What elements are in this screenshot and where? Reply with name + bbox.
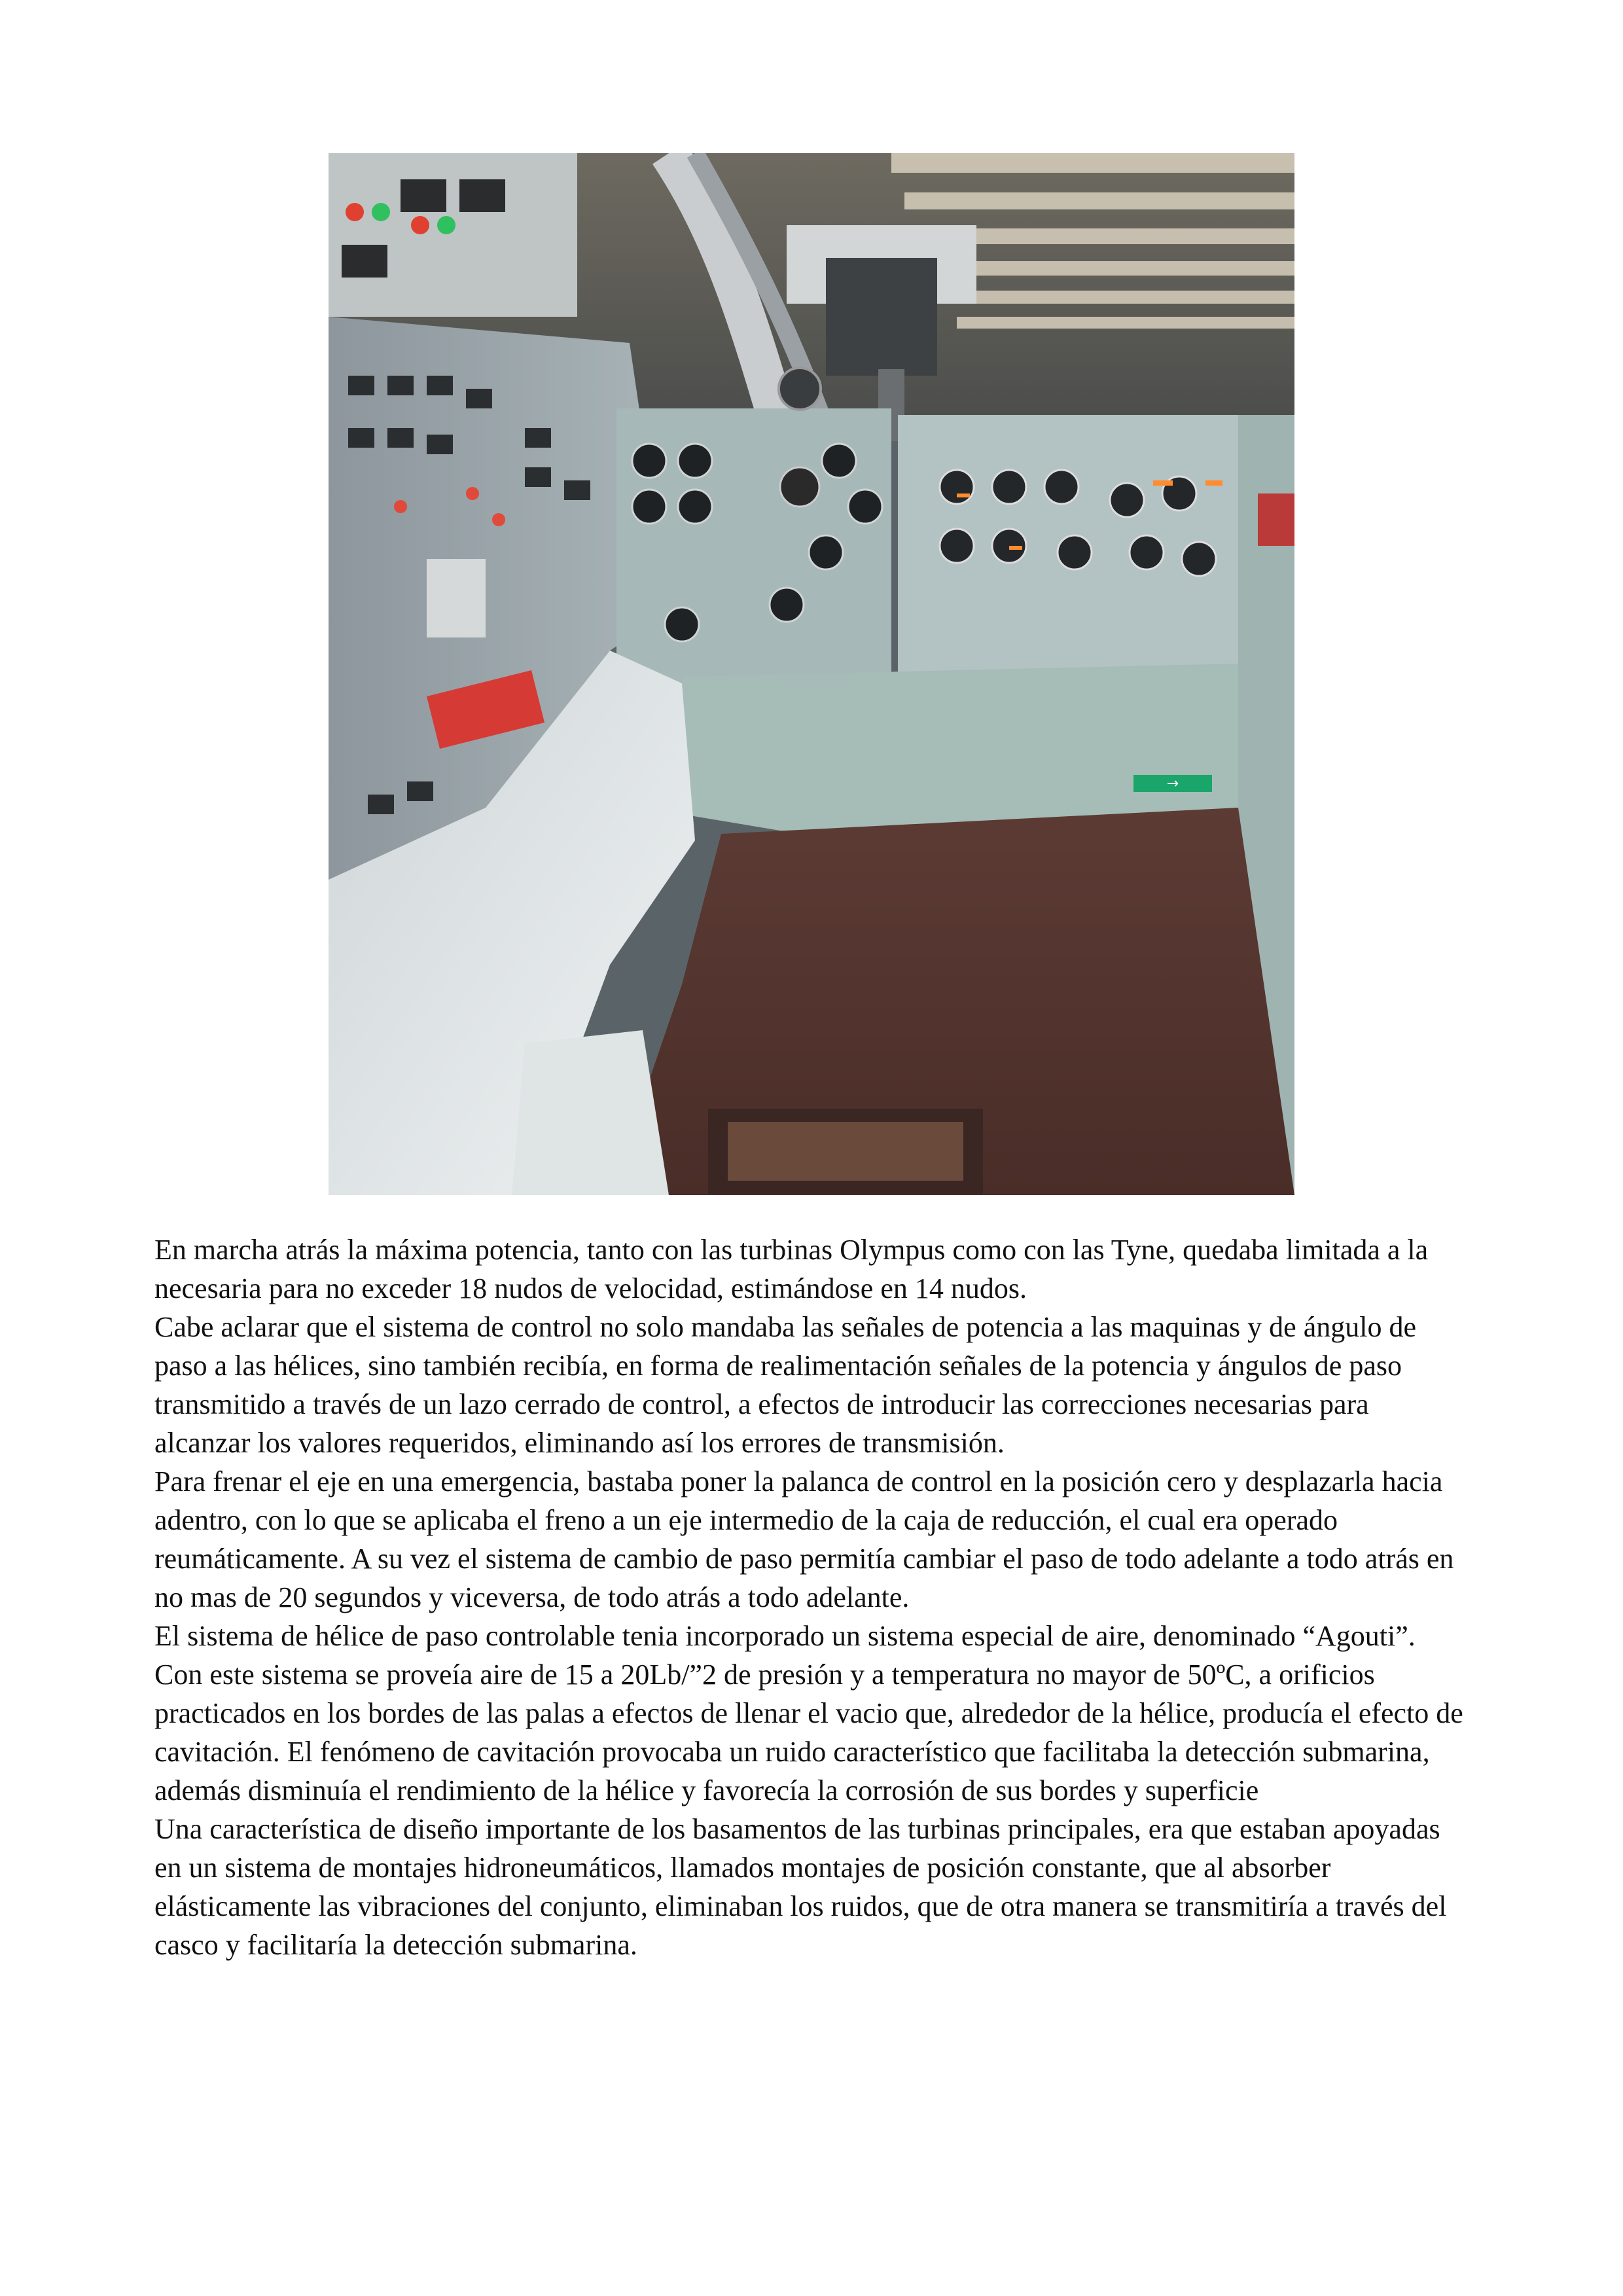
paragraph-control-feedback: Cabe aclarar que el sistema de control no solo mandaba las señales de potencia a las maquinas y de ángulo de paso a las hélices, sino también recibía, en forma de realimentación señales de la potencia y ángulos de paso transmitido a través de un lazo cerrado de control, a efectos de introducir las correcciones necesarias para alcanzar los valores requeridos, eliminando así los errores de transmisión. bbox=[154, 1311, 1416, 1459]
body-text bbox=[154, 1230, 1470, 1964]
exit-arrow-sign: → bbox=[1166, 776, 1179, 792]
paragraph-reverse-power: En marcha atrás la máxima potencia, tanto con las turbinas Olympus como con las Tyne, quedaba limitada a la necesaria para no exceder 18 nudos de velocidad, estimándose en 14 nudos. bbox=[154, 1234, 1429, 1304]
control-console-photo bbox=[329, 153, 1294, 1195]
paragraph-agouti-system: El sistema de hélice de paso controlable tenia incorporado un sistema especial de aire, denominado “Agouti”. Con este sistema se proveía aire de 15 a 20Lb/”2 de presión y a temperatura no mayor de 50ºC, a orificios practicados en los bordes de las palas a efectos de llenar el vacio que, alrededor de la hélice, producía el efecto de cavitación. El fenómeno de cavitación provocaba un ruido característico que facilitaba la detección submarina, además disminuía el rendimiento de la hélice y favorecía la corrosión de sus bordes y superficie bbox=[154, 1620, 1463, 1806]
paragraph-hydropneumatic-mounts: Una característica de diseño importante de los basamentos de las turbinas principales, era que estaban apoyadas en un sistema de montajes hidroneumáticos, llamados montajes de posición constante, que al absorber elásticamente las vibraciones del conjunto, eliminaban los ruidos, que de otra manera se transmitiría a través del casco y facilitaría la detección submarina. bbox=[154, 1813, 1447, 1961]
paragraph-emergency-brake: Para frenar el eje en una emergencia, bastaba poner la palanca de control en la posición cero y desplazarla hacia adentro, con lo que se aplicaba el freno a un eje intermedio de la caja de reducción, el cual era operado reumáticamente. A su vez el sistema de cambio de paso permitía cambiar el paso de todo adelante a todo atrás en no mas de 20 segundos y viceversa, de todo atrás a todo adelante. bbox=[154, 1465, 1454, 1613]
